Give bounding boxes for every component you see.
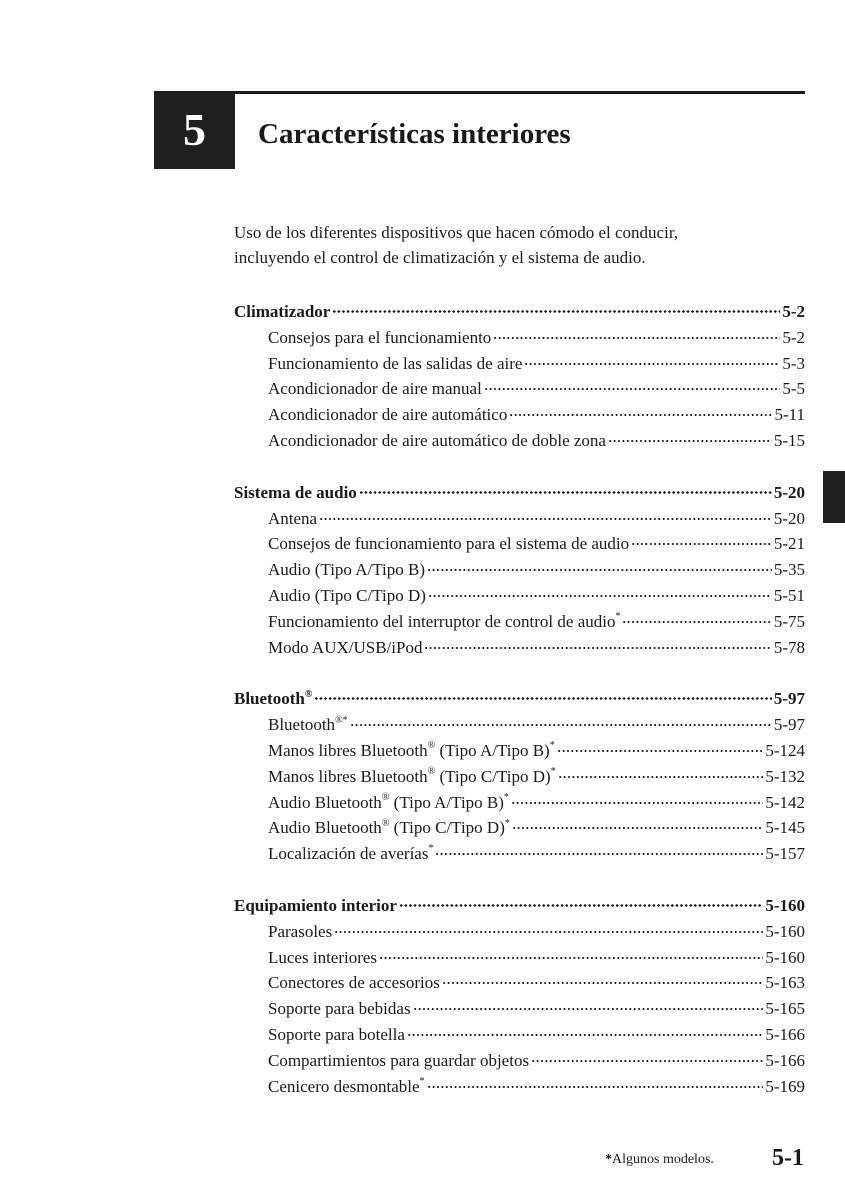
footnote-star: * xyxy=(605,1152,612,1167)
toc-entry-title: Acondicionador de aire automático xyxy=(268,405,508,425)
toc-entry-label xyxy=(268,635,422,661)
toc-entry-title: Bluetooth xyxy=(234,689,305,709)
dot-leader xyxy=(557,750,764,752)
dot-leader xyxy=(484,388,781,390)
toc-entry-title-suffix: (Tipo C/Tipo D) xyxy=(389,818,505,838)
toc-entry-page: 5-2 xyxy=(782,302,805,321)
intro-line: Uso de los diferentes dispositivos que hacen cómodo el conducir, xyxy=(234,223,679,242)
toc-entry-title: Audio (Tipo C/Tipo D) xyxy=(268,585,426,605)
toc-entry-label xyxy=(268,325,491,351)
toc-entry-title: Acondicionador de aire automático de doble zona xyxy=(268,430,606,450)
toc-entry-title: Antena xyxy=(268,508,318,528)
toc-entry-title: Consejos de funcionamiento para el sistema de audio xyxy=(268,534,630,554)
toc-entry-page: 5-97 xyxy=(773,715,805,735)
toc-entry-label xyxy=(268,351,522,377)
toc-entry-label xyxy=(234,686,312,712)
toc-entry-label xyxy=(268,402,507,428)
dot-leader xyxy=(511,802,763,804)
toc-entry-label xyxy=(268,557,425,583)
dot-leader xyxy=(442,982,764,984)
dot-leader xyxy=(427,1086,764,1088)
toc-entry-title: Conectores de accesorios xyxy=(268,973,440,993)
toc-section xyxy=(234,686,805,867)
dot-leader xyxy=(399,904,763,907)
toc-entry-label xyxy=(268,919,332,945)
toc-entry-label xyxy=(268,738,555,764)
toc-entry-page: 5-160 xyxy=(765,921,805,941)
toc-entry-label xyxy=(268,764,556,790)
toc-entry-label xyxy=(268,531,629,557)
toc-entry-title: Consejos para el funcionamiento xyxy=(268,327,492,347)
toc-entry-superscript: ®* xyxy=(335,714,348,726)
table-of-contents xyxy=(234,299,805,1099)
toc-entry[interactable] xyxy=(234,1048,805,1074)
toc-entry-superscript: ® xyxy=(381,817,390,829)
toc-section-heading[interactable] xyxy=(234,299,805,325)
toc-entry[interactable] xyxy=(234,402,805,428)
toc-entry-label xyxy=(268,1074,425,1100)
toc-entry[interactable] xyxy=(234,557,805,583)
toc-entry-page: 5-20 xyxy=(773,508,805,528)
toc-entry-label xyxy=(268,841,433,867)
toc-entry-superscript: * xyxy=(503,791,509,803)
toc-entry-title: Parasoles xyxy=(268,921,333,941)
dot-leader xyxy=(379,957,763,959)
toc-entry-title: Soporte para bebidas xyxy=(268,999,411,1019)
toc-entry-page: 5-142 xyxy=(765,792,805,812)
toc-entry[interactable] xyxy=(234,970,805,996)
toc-entry[interactable] xyxy=(234,1074,805,1100)
dot-leader xyxy=(413,1008,764,1010)
dot-leader xyxy=(334,931,763,933)
toc-entry-page: 5-160 xyxy=(765,895,805,915)
toc-entry-label xyxy=(268,376,482,402)
toc-entry-page: 5-5 xyxy=(782,379,805,399)
toc-entry-title: Funcionamiento del interruptor de control de audio xyxy=(268,611,616,631)
toc-entry[interactable] xyxy=(234,325,805,351)
footnote xyxy=(605,1150,714,1170)
toc-entry-page: 5-160 xyxy=(765,947,805,967)
toc-entry-page: 5-51 xyxy=(773,585,805,605)
toc-section-heading[interactable] xyxy=(234,893,805,919)
toc-entry-title: Manos libres Bluetooth xyxy=(268,740,428,760)
toc-entry-superscript: ® xyxy=(427,740,436,752)
dot-leader xyxy=(509,414,772,416)
toc-entry-superscript: ® xyxy=(381,791,390,803)
toc-entry-label xyxy=(268,1048,529,1074)
toc-section-heading[interactable] xyxy=(234,686,805,712)
toc-entry-title: Localización de averías xyxy=(268,844,429,864)
dot-leader xyxy=(332,310,780,313)
dot-leader xyxy=(435,853,763,855)
toc-entry-label xyxy=(268,583,426,609)
dot-leader xyxy=(314,697,772,700)
toc-entry-page: 5-78 xyxy=(773,637,805,657)
toc-entry-page: 5-20 xyxy=(773,482,805,502)
toc-entry-page: 5-169 xyxy=(765,1076,805,1096)
toc-entry[interactable] xyxy=(234,712,805,738)
toc-entry-page: 5-2 xyxy=(782,327,805,347)
toc-entry[interactable] xyxy=(234,738,805,764)
toc-entry[interactable] xyxy=(234,609,805,635)
toc-entry-title: Compartimientos para guardar objetos xyxy=(268,1050,530,1070)
toc-section-heading[interactable] xyxy=(234,480,805,506)
toc-entry-title: Acondicionador de aire manual xyxy=(268,379,482,399)
toc-entry-page: 5-124 xyxy=(765,740,805,760)
toc-entry-page: 5-3 xyxy=(782,353,805,373)
dot-leader xyxy=(558,776,764,778)
toc-entry-title: Soporte para botella xyxy=(268,1024,405,1044)
toc-entry-title: Sistema de audio xyxy=(234,482,357,502)
chapter-number: 5 xyxy=(183,104,206,155)
toc-entry[interactable] xyxy=(234,919,805,945)
chapter-number-box xyxy=(154,91,235,169)
toc-entry-page: 5-157 xyxy=(765,844,805,864)
toc-entry-superscript: ® xyxy=(304,688,313,700)
dot-leader xyxy=(319,518,772,520)
toc-entry-superscript: ® xyxy=(427,766,436,778)
dot-leader xyxy=(407,1034,763,1036)
toc-section xyxy=(234,893,805,1099)
toc-entry-title: Audio (Tipo A/Tipo B) xyxy=(268,560,425,580)
dot-leader xyxy=(531,1060,763,1062)
toc-entry-page: 5-165 xyxy=(765,999,805,1019)
toc-entry-title-suffix: (Tipo A/Tipo B) xyxy=(435,740,550,760)
dot-leader xyxy=(512,827,763,829)
toc-entry[interactable] xyxy=(234,790,805,816)
dot-leader xyxy=(493,337,780,339)
toc-entry-title: Luces interiores xyxy=(268,947,378,967)
toc-entry-superscript: * xyxy=(428,843,434,855)
toc-entry-page: 5-97 xyxy=(773,689,805,709)
toc-entry-label xyxy=(268,428,606,454)
toc-entry-label xyxy=(268,815,510,841)
toc-entry[interactable] xyxy=(234,764,805,790)
toc-entry-page: 5-166 xyxy=(765,1050,805,1070)
toc-entry-page: 5-11 xyxy=(774,405,805,425)
toc-entry[interactable] xyxy=(234,531,805,557)
toc-entry[interactable] xyxy=(234,945,805,971)
dot-leader xyxy=(631,543,772,545)
toc-entry[interactable] xyxy=(234,996,805,1022)
toc-entry-label xyxy=(268,945,377,971)
toc-entry-title-suffix: (Tipo A/Tipo B) xyxy=(389,792,504,812)
toc-entry-label xyxy=(268,970,440,996)
toc-entry-title: Climatizador xyxy=(234,302,331,321)
toc-entry[interactable] xyxy=(234,635,805,661)
toc-entry-label xyxy=(234,893,397,919)
chapter-title: Características interiores xyxy=(258,118,571,150)
toc-entry-label xyxy=(268,996,411,1022)
toc-entry-superscript: * xyxy=(504,817,510,829)
toc-entry[interactable] xyxy=(234,351,805,377)
toc-entry[interactable] xyxy=(234,815,805,841)
dot-leader xyxy=(608,440,772,442)
toc-entry[interactable] xyxy=(234,506,805,532)
toc-entry-label xyxy=(268,609,620,635)
toc-entry[interactable] xyxy=(234,583,805,609)
dot-leader xyxy=(428,595,772,597)
toc-entry-label xyxy=(268,712,348,738)
toc-entry-page: 5-132 xyxy=(765,766,805,786)
toc-entry-superscript: * xyxy=(549,740,555,752)
chapter-intro xyxy=(234,220,794,270)
toc-entry-label xyxy=(268,1022,405,1048)
toc-entry-title: Equipamiento interior xyxy=(234,895,397,915)
dot-leader xyxy=(427,569,772,571)
dot-leader xyxy=(524,363,780,365)
footnote-text: Algunos modelos. xyxy=(612,1152,714,1167)
toc-entry[interactable] xyxy=(234,1022,805,1048)
toc-entry-label xyxy=(268,790,509,816)
toc-entry-superscript: * xyxy=(550,766,556,778)
dot-leader xyxy=(350,724,772,726)
toc-entry-label xyxy=(234,480,357,506)
header-rule xyxy=(154,91,805,94)
toc-entry-page: 5-145 xyxy=(765,818,805,838)
toc-entry-page: 5-35 xyxy=(773,560,805,580)
page-number: 5-1 xyxy=(772,1145,804,1171)
toc-section xyxy=(234,480,805,661)
intro-line: incluyendo el control de climatización y el sistema de audio. xyxy=(234,248,646,267)
toc-entry[interactable] xyxy=(234,841,805,867)
toc-entry[interactable] xyxy=(234,376,805,402)
toc-entry-page: 5-15 xyxy=(773,430,805,450)
toc-entry-title-suffix: (Tipo C/Tipo D) xyxy=(435,766,551,786)
toc-entry-superscript: * xyxy=(615,611,621,623)
toc-entry-page: 5-163 xyxy=(765,973,805,993)
toc-entry-page: 5-75 xyxy=(773,611,805,631)
toc-entry-title: Audio Bluetooth xyxy=(268,818,382,838)
toc-section xyxy=(234,299,805,454)
toc-entry[interactable] xyxy=(234,428,805,454)
toc-entry-label xyxy=(268,506,317,532)
chapter-thumb-tab xyxy=(823,471,845,523)
toc-entry-page: 5-21 xyxy=(773,534,805,554)
toc-entry-label xyxy=(234,299,330,325)
toc-entry-title: Manos libres Bluetooth xyxy=(268,766,428,786)
toc-entry-title: Funcionamiento de las salidas de aire xyxy=(268,353,523,373)
toc-entry-title: Cenicero desmontable xyxy=(268,1076,420,1096)
dot-leader xyxy=(424,647,771,649)
dot-leader xyxy=(622,621,771,623)
dot-leader xyxy=(359,491,772,494)
toc-entry-title: Modo AUX/USB/iPod xyxy=(268,637,423,657)
toc-entry-page: 5-166 xyxy=(765,1024,805,1044)
toc-entry-superscript: * xyxy=(419,1075,425,1087)
toc-entry-title: Audio Bluetooth xyxy=(268,792,382,812)
toc-entry-title: Bluetooth xyxy=(268,715,336,735)
